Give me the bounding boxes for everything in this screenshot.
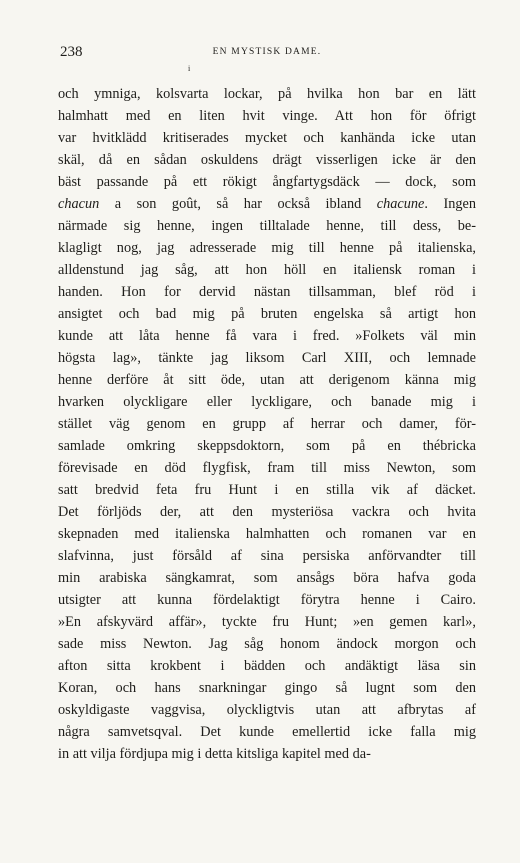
text-line: bäst passande på ett rökigt ångfartygsdäck — dock, som (58, 174, 476, 190)
text-line: »En afskyvärd affär», tyckte fru Hunt; »en gemen karl», (58, 614, 476, 630)
text-line: utsigter att kunna fördelaktigt förytra henne i Cairo. (58, 592, 476, 608)
printer-mark: i (188, 64, 191, 73)
text-line: min arabiska sängkamrat, som ansågs böra hafva goda (58, 570, 476, 586)
text-line: oskyldigaste vaggvisa, olyckligtvis utan att afbrytas af (58, 702, 476, 718)
body-text (58, 83, 476, 765)
text-line: skäl, då en sådan oskuldens drägt visserligen icke är den (58, 152, 476, 168)
text-line: slafvinna, just försåld af sina persiska anförvandter till (58, 548, 476, 564)
text-line: kunde att låta henne få vara i fred. »Folkets väl min (58, 328, 476, 344)
italic-word: chacune (376, 196, 425, 212)
page-number: 238 (60, 44, 83, 60)
text-line: och ymniga, kolsvarta lockar, på hvilka hon bar en lätt (58, 86, 476, 102)
text-line: hvarken olyckligare eller lyckligare, och banade mig i (58, 394, 476, 410)
text-line: Det förljöds der, att den mysteriösa vackra och hvita (58, 504, 476, 520)
text-line: alldenstund jag såg, att hon höll en italiensk roman i (58, 262, 476, 278)
text-line: klagligt nog, jag adresserade mig till henne på italienska, (58, 240, 476, 256)
text-segment: a son goût, så har också ibland (99, 196, 377, 212)
text-line: afton sitta krokbent i bädden och andäktigt läsa sin (58, 658, 476, 674)
text-line: handen. Hon for dervid nästan tillsamman, blef röd i (58, 284, 476, 300)
running-title: EN MYSTISK DAME. (212, 47, 322, 57)
italic-word: chacun (58, 196, 100, 212)
text-line: närmade sig henne, ingen tilltalade henne, till dess, be- (58, 218, 476, 234)
text-line (58, 193, 476, 215)
text-line: var hvitklädd kritiserades mycket och kanhända icke utan (58, 130, 476, 146)
running-header (58, 44, 476, 73)
text-line: Koran, och hans snarkningar gingo så lugnt som den (58, 680, 476, 696)
text-line: förevisade en död flygfisk, fram till miss Newton, som (58, 460, 476, 476)
text-line: henne derföre åt sitt öde, utan att derigenom känna mig (58, 372, 476, 388)
text-line: några samvetsqval. Det kunde emellertid icke falla mig (58, 724, 476, 740)
book-page (58, 44, 476, 765)
text-line: halmhatt med en liten hvit vinge. Att hon för öfrigt (58, 108, 476, 124)
text-line: högsta lag», tänkte jag liksom Carl XIII, och lemnade (58, 350, 476, 366)
text-line: in att vilja fördjupa mig i detta kitsliga kapitel med da- (58, 746, 371, 762)
text-line: satt bredvid feta fru Hunt i en stilla vik af däcket. (58, 482, 476, 498)
text-line: skepnaden med italienska halmhatten och romanen var en (58, 526, 476, 542)
text-line: sade miss Newton. Jag såg honom ändock morgon och (58, 636, 476, 652)
text-segment: . Ingen (424, 196, 476, 212)
text-line: samlade omkring skeppsdoktorn, som på en thébricka (58, 438, 476, 454)
text-line: stället väg genom en grupp af herrar och damer, för- (58, 416, 476, 432)
text-line: ansigtet och bad mig på bruten engelska så artigt hon (58, 306, 476, 322)
